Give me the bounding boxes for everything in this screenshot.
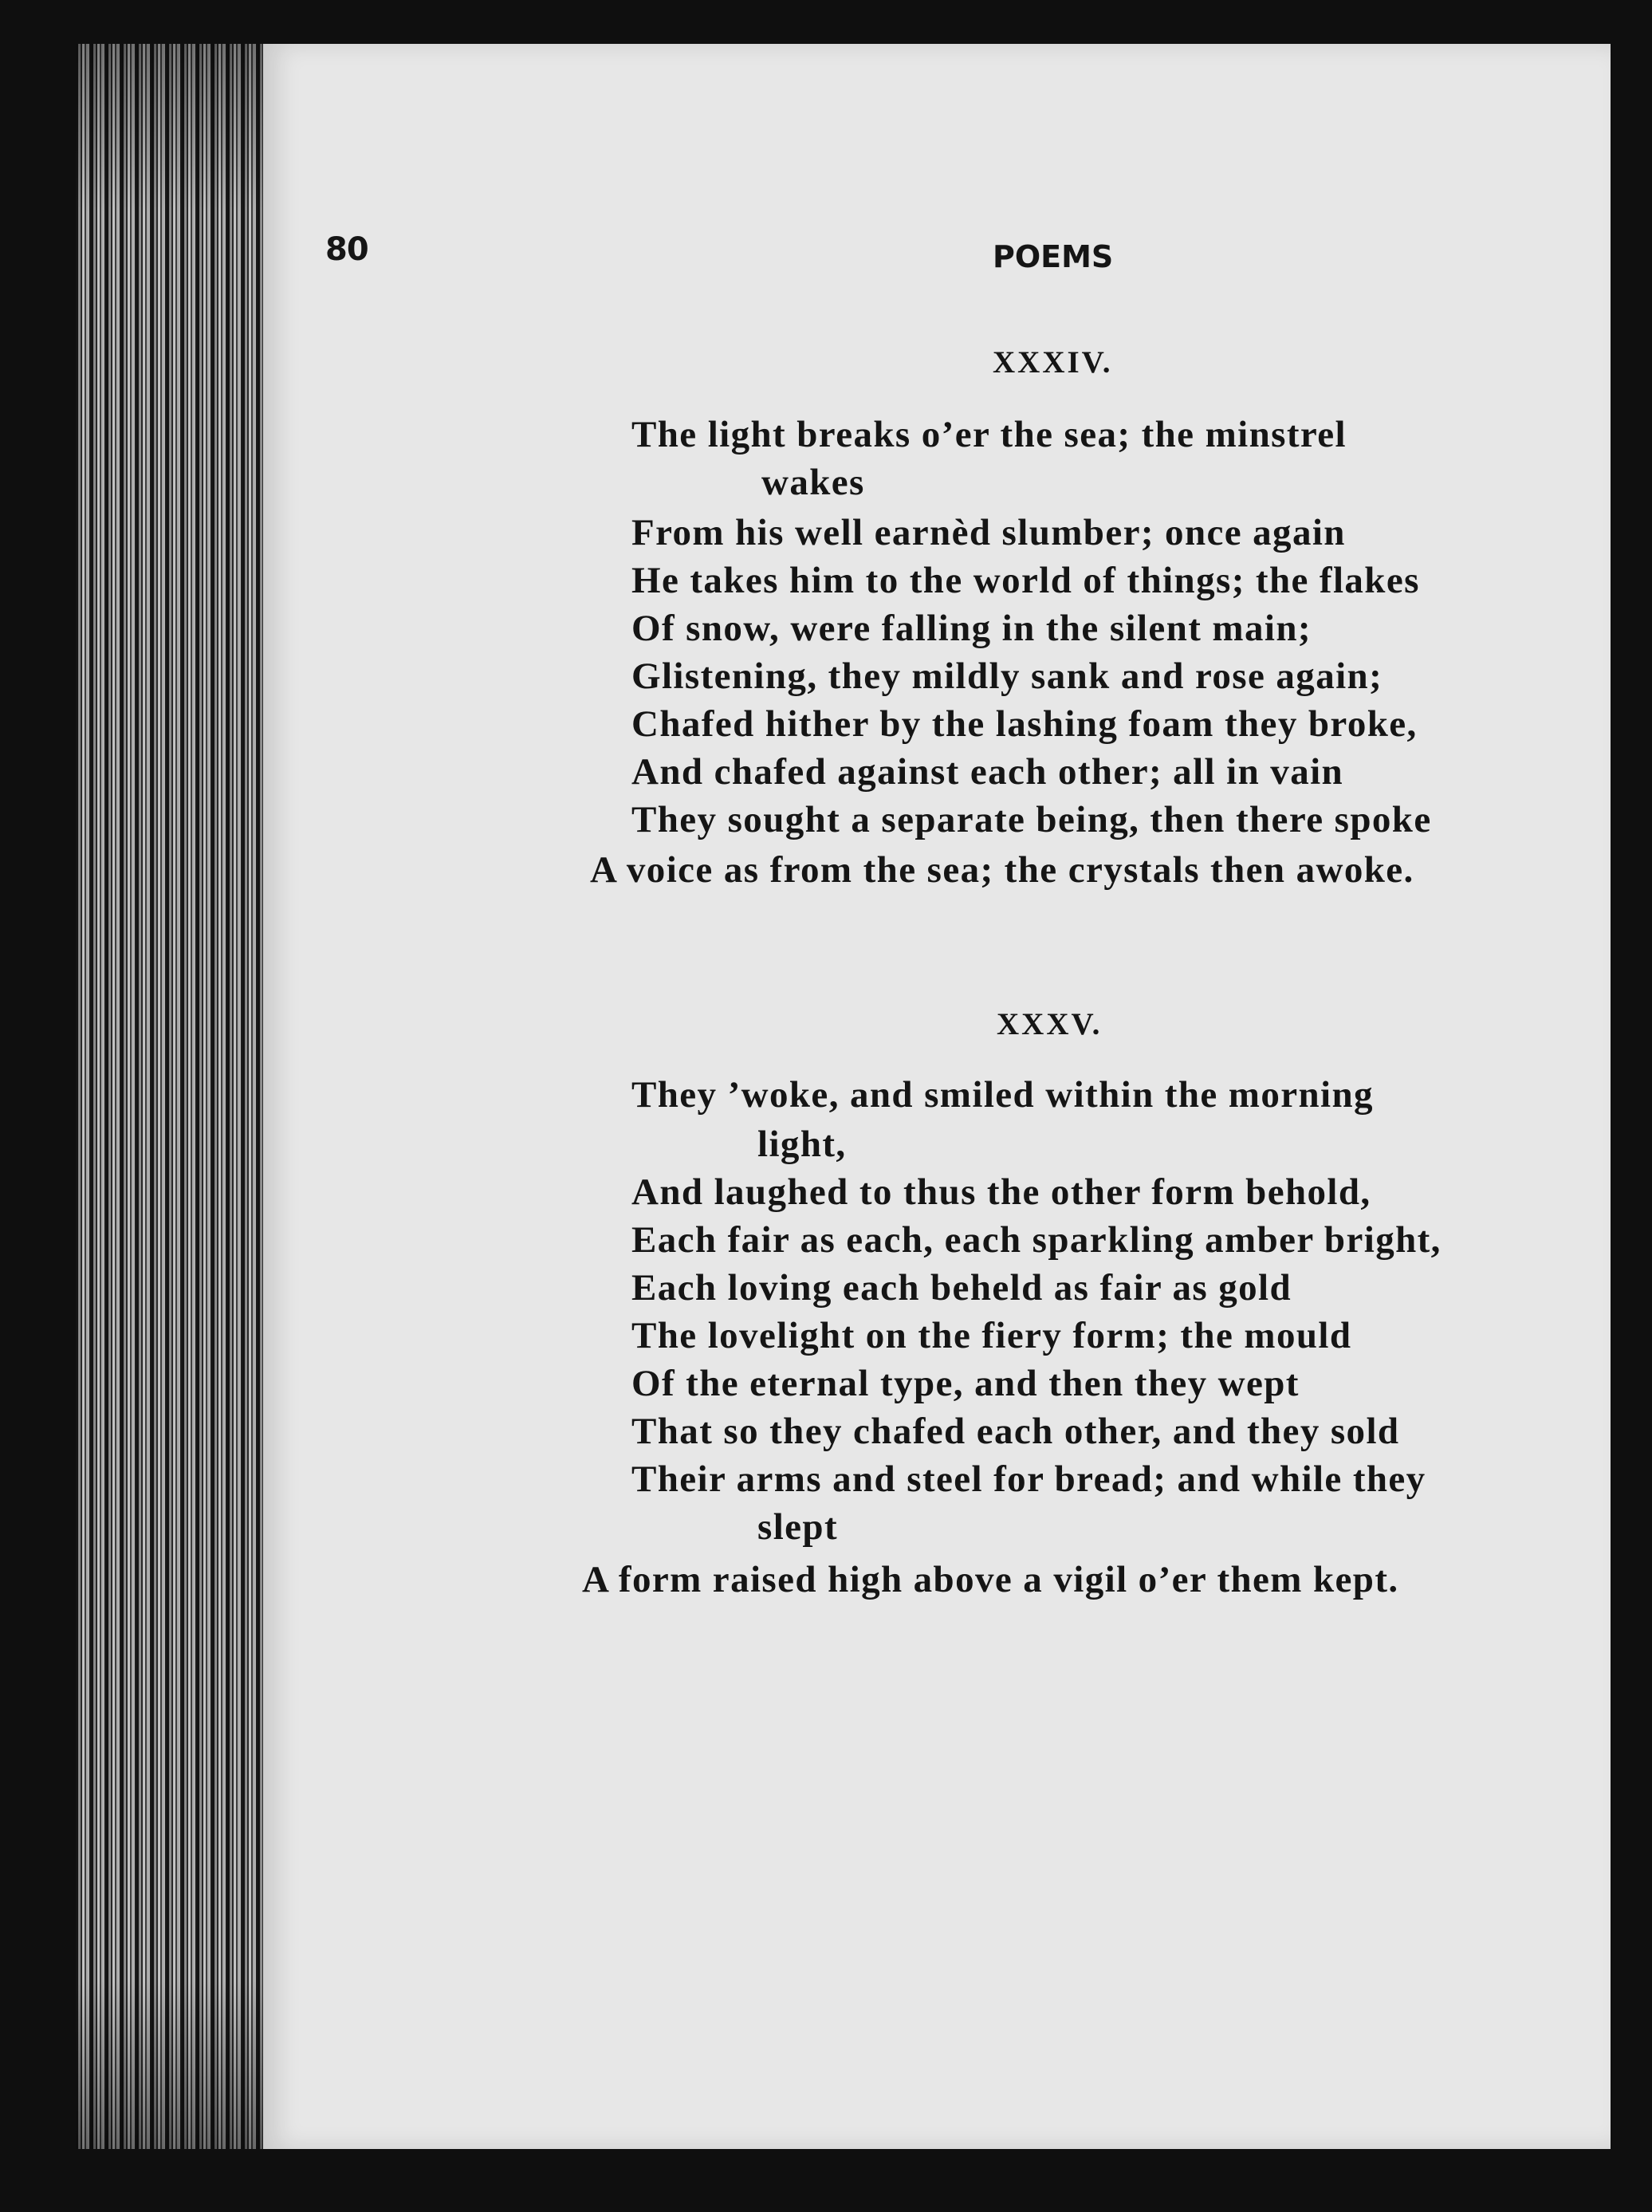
poem-line: A voice as from the sea; the crystals then awoke. [590,849,1414,891]
poem-line: Of the eternal type, and then they wept [631,1363,1300,1404]
poem-line: Their arms and steel for bread; and while they [631,1458,1426,1500]
poem-line: wakes [761,462,865,503]
section-title: XXXIV. [993,345,1113,380]
poem-line: He takes him to the world of things; the flakes [631,560,1420,601]
poem-line: A form raised high above a vigil o’er them kept. [582,1559,1399,1600]
poem-line: And laughed to thus the other form behold, [631,1171,1371,1213]
poem-line: light, [757,1124,847,1165]
poem-line: They sought a separate being, then there spoke [631,799,1432,840]
poem-line: Each fair as each, each sparkling amber bright, [631,1219,1442,1261]
poem-line: The lovelight on the fiery form; the mould [631,1315,1352,1356]
poem-line: slept [757,1506,838,1548]
poem-line: Glistening, they mildly sank and rose again; [631,655,1383,697]
poem-line: That so they chafed each other, and they sold [631,1411,1400,1452]
poem-line: The light breaks o’er the sea; the minstrel [631,414,1347,455]
section-title: XXXV. [997,1007,1103,1041]
poem-line: They ’woke, and smiled within the morning [631,1074,1374,1116]
page-number: 80 [325,231,368,268]
poem-line: Each loving each beheld as fair as gold [631,1267,1292,1309]
running-head: POEMS [993,239,1114,274]
poem-line: From his well earnèd slumber; once again [631,512,1346,553]
poem-line: Chafed hither by the lashing foam they broke, [631,703,1418,745]
poem-line: And chafed against each other; all in vain [631,751,1344,793]
poem-line: Of snow, were falling in the silent main; [631,608,1312,649]
page-edges [76,44,275,2149]
